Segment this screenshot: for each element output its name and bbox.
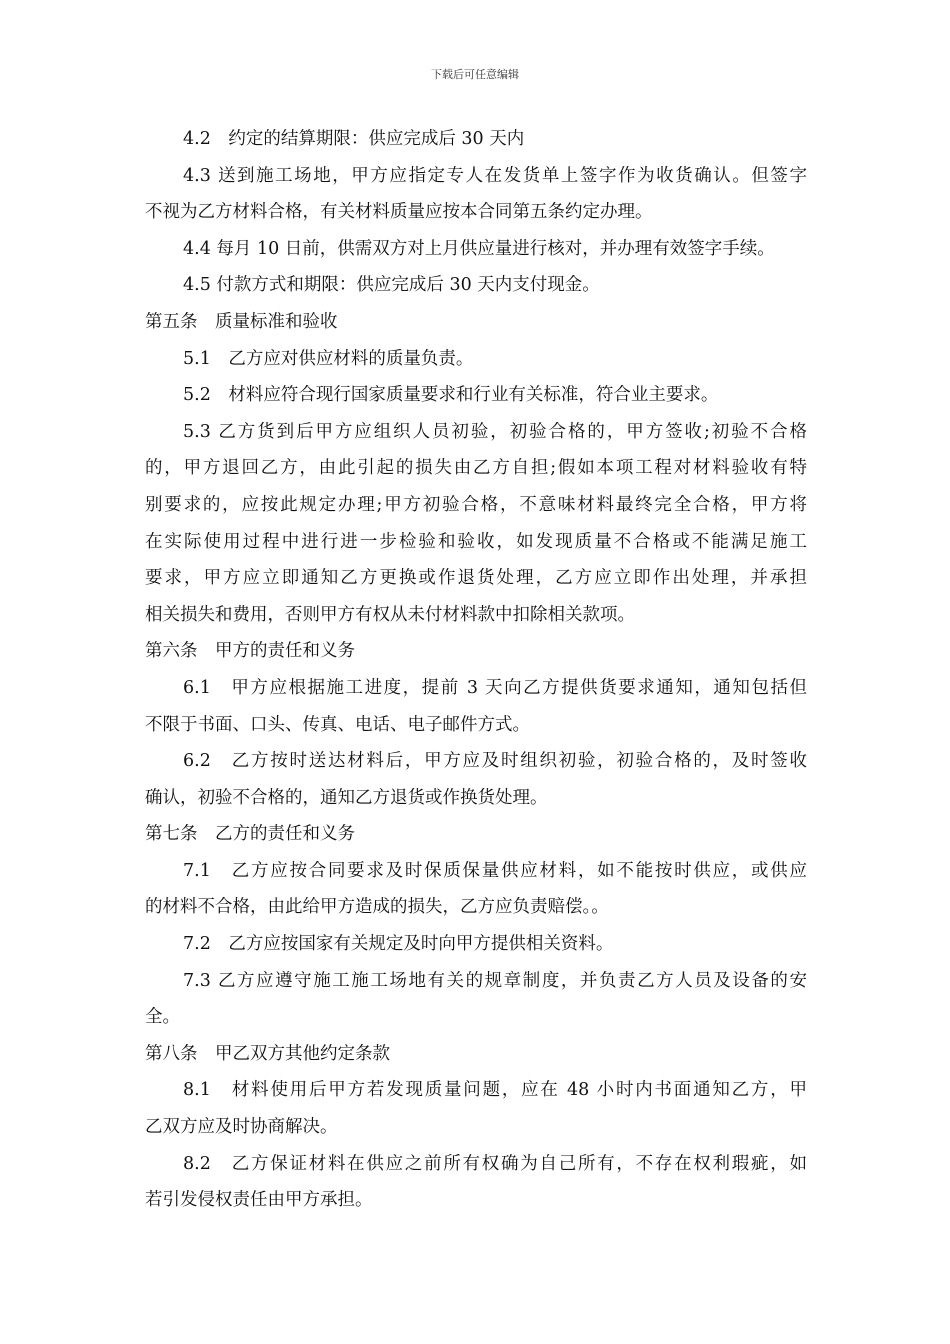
clause-7-1-line-2: 的材料不合格，由此给甲方造成的损失，乙方应负责赔偿。。	[145, 897, 609, 918]
clause-8-1-line-1: 8.1 材料使用后甲方若发现质量问题，应在 48 小时内书面通知乙方，甲	[183, 1080, 807, 1101]
clause-7-1-line-1: 7.1 乙方应按合同要求及时保质保量供应材料，如不能按时供应，或供应	[183, 860, 807, 881]
clause-6-1-line-1: 6.1 甲方应根据施工进度，提前 3 天向乙方提供货要求通知，通知包括但	[183, 677, 807, 698]
clause-5-3-line-1: 5.3 乙方货到后甲方应组织人员初验，初验合格的，甲方签收;初验不合格	[183, 421, 807, 442]
clause-8-2-line-1: 8.2 乙方保证材料在供应之前所有权确为自己所有，不存在权利瑕疵，如	[183, 1153, 807, 1174]
clause-8-2-line-2: 若引发侵权责任由甲方承担。	[145, 1190, 373, 1211]
clause-8-1-line-2: 乙双方应及时协商解决。	[145, 1117, 338, 1138]
clause-7-2: 7.2 乙方应按国家有关规定及时向甲方提供相关资料。	[183, 934, 614, 955]
clause-4-3-line-1: 4.3 送到施工场地，甲方应指定专人在发货单上签字作为收货确认。但签字	[183, 165, 807, 186]
clause-6-1-line-2: 不限于书面、口头、传真、电话、电子邮件方式。	[145, 714, 530, 735]
clause-4-4: 4.4 每月 10 日前，供需双方对上月供应量进行核对，并办理有效签字手续。	[183, 238, 775, 259]
clause-5-3-line-5: 要求，甲方应立即通知乙方更换或作退货处理，乙方应立即作出处理，并承担	[145, 568, 807, 589]
article-7-heading: 第七条 乙方的责任和义务	[145, 824, 355, 845]
clause-7-3-line-1: 7.3 乙方应遵守施工施工场地有关的规章制度，并负责乙方人员及设备的安	[183, 970, 807, 991]
article-8-heading: 第八条 甲乙双方其他约定条款	[145, 1043, 390, 1064]
clause-5-3-line-2: 的，甲方退回乙方，由此引起的损失由乙方自担;假如本项工程对材料验收有特	[145, 458, 807, 479]
article-6-heading: 第六条 甲方的责任和义务	[145, 641, 355, 662]
clause-7-3-line-2: 全。	[145, 1007, 180, 1028]
clause-5-3-line-3: 别要求的，应按此规定办理;甲方初验合格，不意味材料最终完全合格，甲方将	[145, 494, 807, 515]
clause-4-5: 4.5 付款方式和期限：供应完成后 30 天内支付现金。	[183, 275, 600, 296]
clause-5-3-line-6: 相关损失和费用，否则甲方有权从未付材料款中扣除相关款项。	[145, 604, 635, 625]
clause-5-3-line-4: 在实际使用过程中进行进一步检验和验收，如发现质量不合格或不能满足施工	[145, 531, 807, 552]
clause-5-1: 5.1 乙方应对供应材料的质量负责。	[183, 348, 474, 369]
document-body	[145, 121, 807, 1219]
clause-6-2-line-1: 6.2 乙方按时送达材料后，甲方应及时组织初验，初验合格的，及时签收	[183, 751, 807, 772]
article-5-heading: 第五条 质量标准和验收	[145, 311, 338, 332]
clause-4-3-line-2: 不视为乙方材料合格，有关材料质量应按本合同第五条约定办理。	[145, 202, 653, 223]
clause-4-2: 4.2 约定的结算期限：供应完成后 30 天内	[183, 129, 525, 149]
clause-5-2: 5.2 材料应符合现行国家质量要求和行业有关标准，符合业主要求。	[183, 385, 719, 406]
page-header: 下载后可任意编辑	[431, 68, 519, 81]
clause-6-2-line-2: 确认，初验不合格的，通知乙方退货或作换货处理。	[145, 787, 548, 808]
